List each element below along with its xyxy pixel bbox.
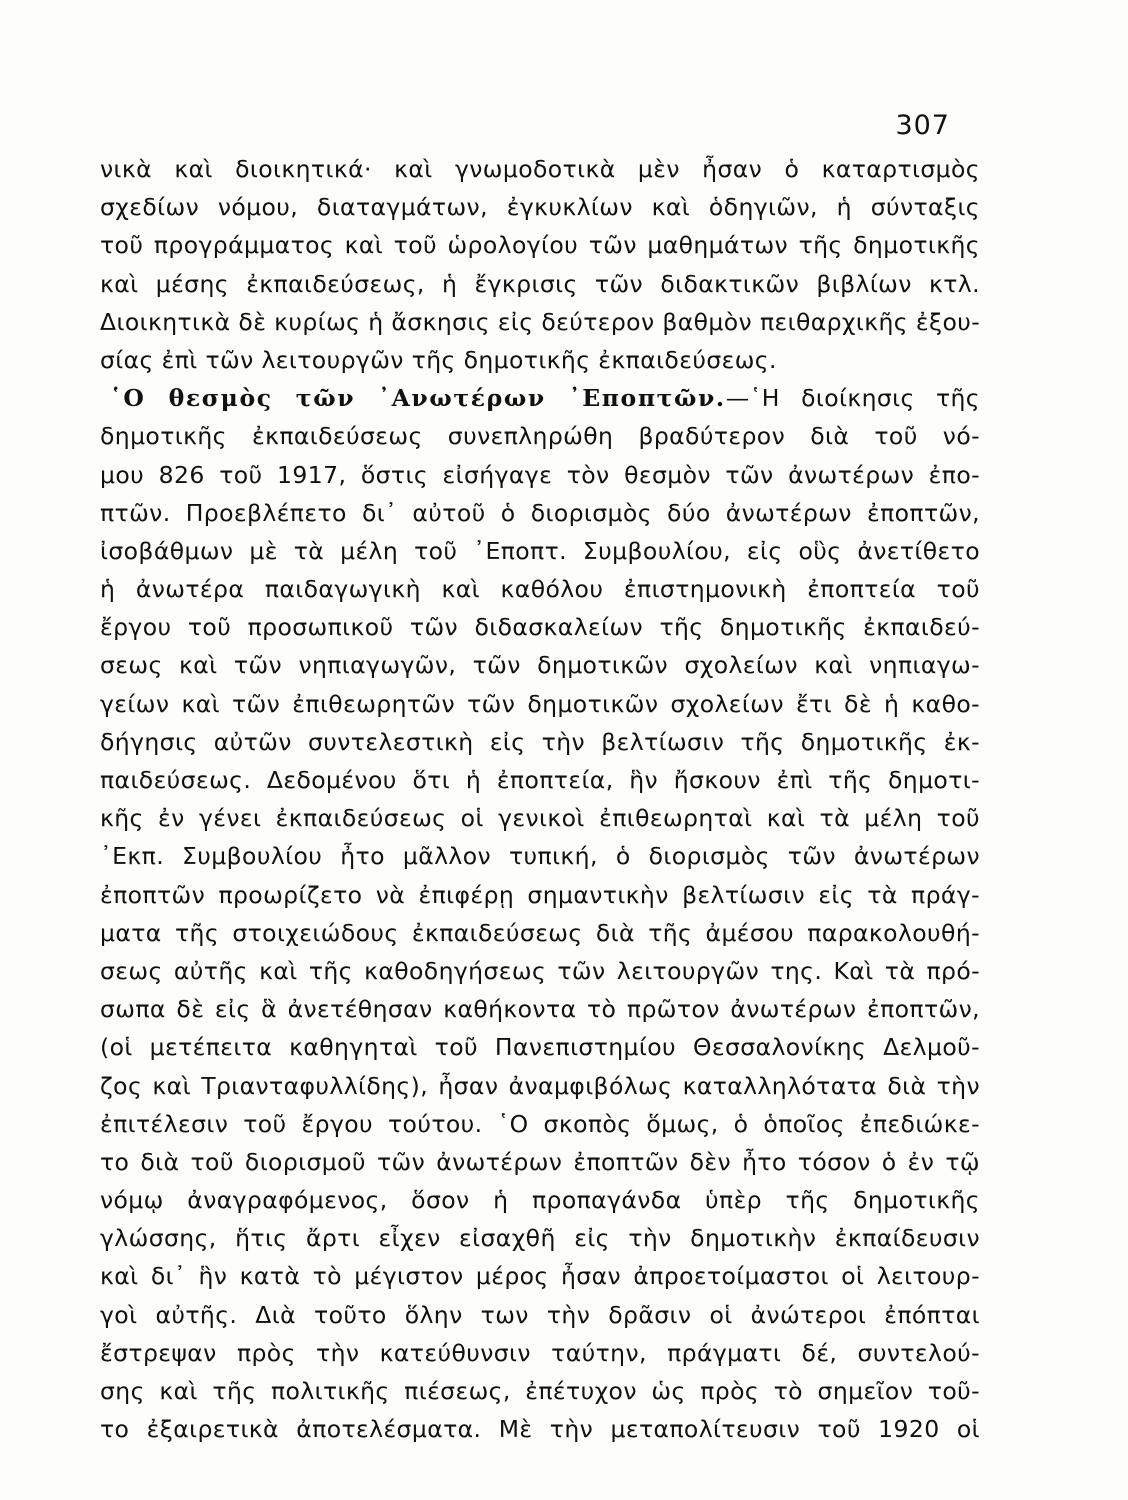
text-line: ᾿Εκπ. Συμβουλίου ἦτο μᾶλλον τυπική, ὁ διορισμὸς τῶν ἀνωτέρων <box>100 842 980 871</box>
text-line: σωπα δὲ εἰς ἃ ἀνετέθησαν καθήκοντα τὸ πρῶτον ἀνωτέρων ἐποπτῶν, <box>100 995 980 1024</box>
text-line: ἐπιτέλεσιν τοῦ ἔργου τούτου. ῾Ο σκοπὸς ὅμως, ὁ ὁποῖος ἐπεδιώκε- <box>100 1109 980 1138</box>
text-line: γλώσσης, ἥτις ἄρτι εἶχεν εἰσαχθῆ εἰς τὴν δημοτικὴν ἐκπαίδευσιν <box>100 1224 980 1253</box>
heading-line <box>100 379 980 417</box>
text-line: σεως καὶ τῶν νηπιαγωγῶν, τῶν δημοτικῶν σχολείων καὶ νηπιαγω- <box>100 651 980 680</box>
text-line: το ἐξαιρετικὰ ἀποτελέσματα. Μὲ τὴν μεταπολίτευσιν τοῦ 1920 οἱ <box>100 1415 980 1444</box>
text-line: κῆς ἐν γένει ἐκπαιδεύσεως οἱ γενικοὶ ἐπιθεωρηταὶ καὶ τὰ μέλη τοῦ <box>100 804 980 833</box>
text-line: ἔργου τοῦ προσωπικοῦ τῶν διδασκαλείων τῆς δημοτικῆς ἐκπαιδεύ- <box>100 613 980 642</box>
text-line: ἰσοβάθμων μὲ τὰ μέλη τοῦ ᾿Εποπτ. Συμβουλίου, εἰς οὓς ἀνετίθετο <box>100 536 980 565</box>
text-line: παιδεύσεως. Δεδομένου ὅτι ἡ ἐποπτεία, ἣν ἤσκουν ἐπὶ τῆς δημοτι- <box>100 766 980 794</box>
text-line: νόμῳ ἀναγραφόμενος, ὅσον ἡ προπαγάνδα ὑπὲρ τῆς δημοτικῆς <box>100 1186 980 1215</box>
text-line: γείων καὶ τῶν ἐπιθεωρητῶν τῶν δημοτικῶν σχολείων ἔτι δὲ ἡ καθο- <box>100 689 980 718</box>
text-line: ἐποπτῶν προωρίζετο νὰ ἐπιφέρῃ σημαντικὴν βελτίωσιν εἰς τὰ πράγ- <box>100 880 980 909</box>
text-line: γοὶ αὐτῆς. Διὰ τοῦτο ὅλην των τὴν δρᾶσιν οἱ ἀνώτεροι ἐπόπται <box>100 1300 980 1329</box>
text-line: τοῦ προγράμματος καὶ τοῦ ὡρολογίου τῶν μαθημάτων τῆς δημοτικῆς <box>100 231 980 260</box>
text-line: ζος καὶ Τριανταφυλλίδης), ἦσαν ἀναμφιβόλως καταλληλότατα διὰ τὴν <box>100 1071 980 1100</box>
text-line: (οἱ μετέπειτα καθηγηταὶ τοῦ Πανεπιστημίου Θεσσαλονίκης Δελμοῦ- <box>100 1033 980 1062</box>
text-line: νικὰ καὶ διοικητικά· καὶ γνωμοδοτικὰ μὲν ἦσαν ὁ καταρτισμὸς <box>100 155 980 183</box>
page-number: 307 <box>895 110 950 141</box>
text-line: δημοτικῆς ἐκπαιδεύσεως συνεπληρώθη βραδύτερον διὰ τοῦ νό- <box>100 422 980 451</box>
text-line: ἡ ἀνωτέρα παιδαγωγικὴ καὶ καθόλου ἐπιστημονικὴ ἐποπτεία τοῦ <box>100 575 980 604</box>
text-line: σης καὶ τῆς πολιτικῆς πιέσεως, ἐπέτυχον ὡς πρὸς τὸ σημεῖον τοῦ- <box>100 1377 980 1405</box>
heading-line-rest: —῾Η διοίκησις τῆς <box>725 384 980 413</box>
text-line: το διὰ τοῦ διορισμοῦ τῶν ἀνωτέρων ἐποπτῶν δὲν ἦτο τόσον ὁ ἐν τῷ <box>100 1147 980 1176</box>
text-line: δήγησις αὐτῶν συντελεστικὴ εἰς τὴν βελτίωσιν τῆς δημοτικῆς ἐκ- <box>100 727 980 756</box>
text-line: Διοικητικὰ δὲ κυρίως ἡ ἄσκησις εἰς δεύτερον βαθμὸν πειθαρχικῆς ἐξου- <box>100 307 981 336</box>
text-line: σχεδίων νόμου, διαταγμάτων, ἐγκυκλίων καὶ ὁδηγιῶν, ἡ σύνταξις <box>100 193 980 222</box>
section-heading: ῾Ο θεσμὸς τῶν ᾿Ανωτέρων ᾿Εποπτῶν. <box>110 384 726 413</box>
body-text <box>100 150 980 1448</box>
text-line: καὶ δι᾿ ἣν κατὰ τὸ μέγιστον μέρος ἦσαν ἀπροετοίμαστοι οἱ λειτουρ- <box>100 1262 980 1291</box>
text-line: καὶ μέσης ἐκπαιδεύσεως, ἡ ἔγκρισις τῶν διδακτικῶν βιβλίων κτλ. <box>100 269 980 298</box>
text-line: σεως αὐτῆς καὶ τῆς καθοδηγήσεως τῶν λειτουργῶν της. Καὶ τὰ πρό- <box>100 956 980 985</box>
text-line: πτῶν. Προεβλέπετο δι᾿ αὐτοῦ ὁ διορισμὸς δύο ἀνωτέρων ἐποπτῶν, <box>100 498 980 527</box>
text-line: μου 826 τοῦ 1917, ὅστις εἰσήγαγε τὸν θεσμὸν τῶν ἀνωτέρων ἐπο- <box>100 460 980 489</box>
text-line: ἔστρεψαν πρὸς τὴν κατεύθυνσιν ταύτην, πράγματι δέ, συντελού- <box>100 1338 980 1367</box>
text-line: σίας ἐπὶ τῶν λειτουργῶν τῆς δημοτικῆς ἐκπαιδεύσεως. <box>100 345 777 374</box>
text-line: ματα τῆς στοιχειώδους ἐκπαιδεύσεως διὰ τῆς ἀμέσου παρακολουθή- <box>100 918 980 947</box>
